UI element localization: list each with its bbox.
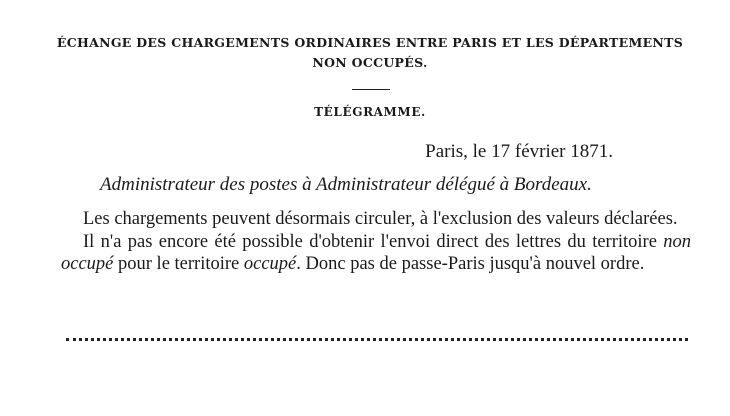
paragraph-2-part-3: . Donc pas de passe-Paris jusqu'à nouvel ordre.: [296, 254, 645, 274]
paragraph-2: [61, 231, 691, 276]
addressee-line: Administrateur des postes à Administrateur délégué à Bordeaux.: [100, 174, 592, 195]
emphasis-occupe: occupé: [243, 254, 297, 274]
paragraph-1: Les chargements peuvent désormais circuler, à l'exclusion des valeurs déclarées.: [83, 209, 678, 229]
heading-line-2: NON OCCUPÉS.: [312, 55, 428, 70]
paragraph-2-part-2: pour le territoire: [113, 254, 244, 274]
emphasis-non-occupe: non occupé: [61, 231, 691, 274]
heading-line-1: ÉCHANGE DES CHARGEMENTS ORDINAIRES ENTRE PARIS ET LES DÉPARTEMENTS: [56, 35, 684, 50]
short-divider: [352, 89, 390, 90]
telegram-subheading: TÉLÉGRAMME.: [314, 105, 426, 119]
dotted-divider: [66, 338, 688, 341]
telegram-body: [61, 208, 691, 276]
dateline: Paris, le 17 février 1871.: [425, 141, 613, 162]
paragraph-2-part-1: Il n'a pas encore été possible d'obtenir l'envoi direct des lettres du territoire: [83, 231, 664, 252]
